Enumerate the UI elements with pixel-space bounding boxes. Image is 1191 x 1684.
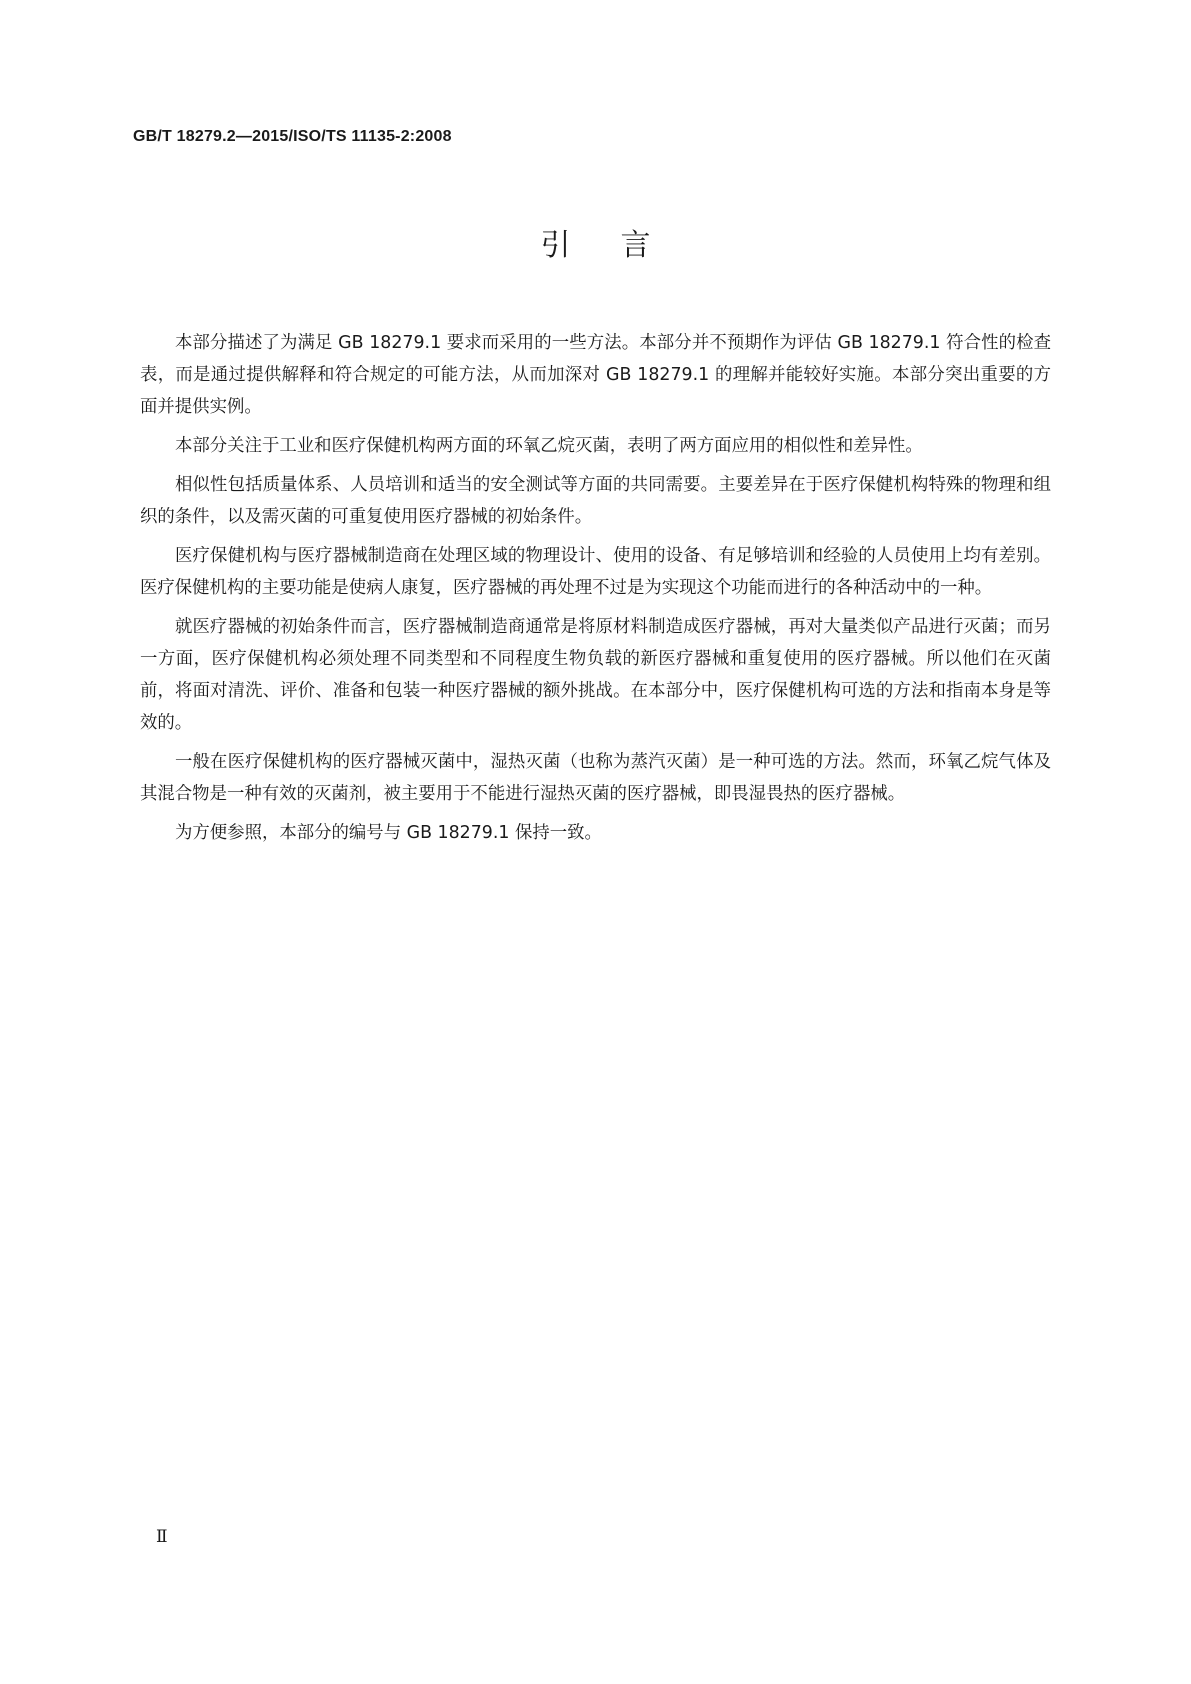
section-title: 引言 [540,228,701,263]
paragraph-2: 本部分关注于工业和医疗保健机构两方面的环氧乙烷灭菌，表明了两方面应用的相似性和差异性。 [175,436,923,456]
paragraph-3: 相似性包括质量体系、人员培训和适当的安全测试等方面的共同需要。主要差异在于医疗保健机构特殊的物理和组织的条件，以及需灭菌的可重复使用医疗器械的初始条件。 [140,475,1051,527]
paragraph-7: 为方便参照，本部分的编号与 GB 18279.1 保持一致。 [175,823,602,843]
paragraph-6: 一般在医疗保健机构的医疗器械灭菌中，湿热灭菌（也称为蒸汽灭菌）是一种可选的方法。然而，环氧乙烷气体及其混合物是一种有效的灭菌剂，被主要用于不能进行湿热灭菌的医疗器械，即畏湿畏热的医疗器械。 [140,752,1051,804]
page-number: Ⅱ [156,1527,168,1546]
paragraph-5: 就医疗器械的初始条件而言，医疗器械制造商通常是将原材料制造成医疗器械，再对大量类似产品进行灭菌；而另一方面，医疗保健机构必须处理不同类型和不同程度生物负载的新医疗器械和重复使用的医疗器械。所以他们在灭菌前，将面对清洗、评价、准备和包装一种医疗器械的额外挑战。在本部分中，医疗保健机构可选的方法和指南本身是等效的。 [140,617,1051,733]
paragraph-1: 本部分描述了为满足 GB 18279.1 要求而采用的一些方法。本部分并不预期作为评估 GB 18279.1 符合性的检查表，而是通过提供解释和符合规定的可能方法，从而加深对 GB 18279.1 的理解并能较好实施。本部分突出重要的方面并提供实例。 [140,333,1051,417]
paragraph-4: 医疗保健机构与医疗器械制造商在处理区域的物理设计、使用的设备、有足够培训和经验的人员使用上均有差别。医疗保健机构的主要功能是使病人康复，医疗器械的再处理不过是为实现这个功能而进行的各种活动中的一种。 [140,546,1051,598]
introduction-body [140,327,1051,856]
standard-number-header: GB/T 18279.2—2015/ISO/TS 11135-2:2008 [133,128,452,145]
